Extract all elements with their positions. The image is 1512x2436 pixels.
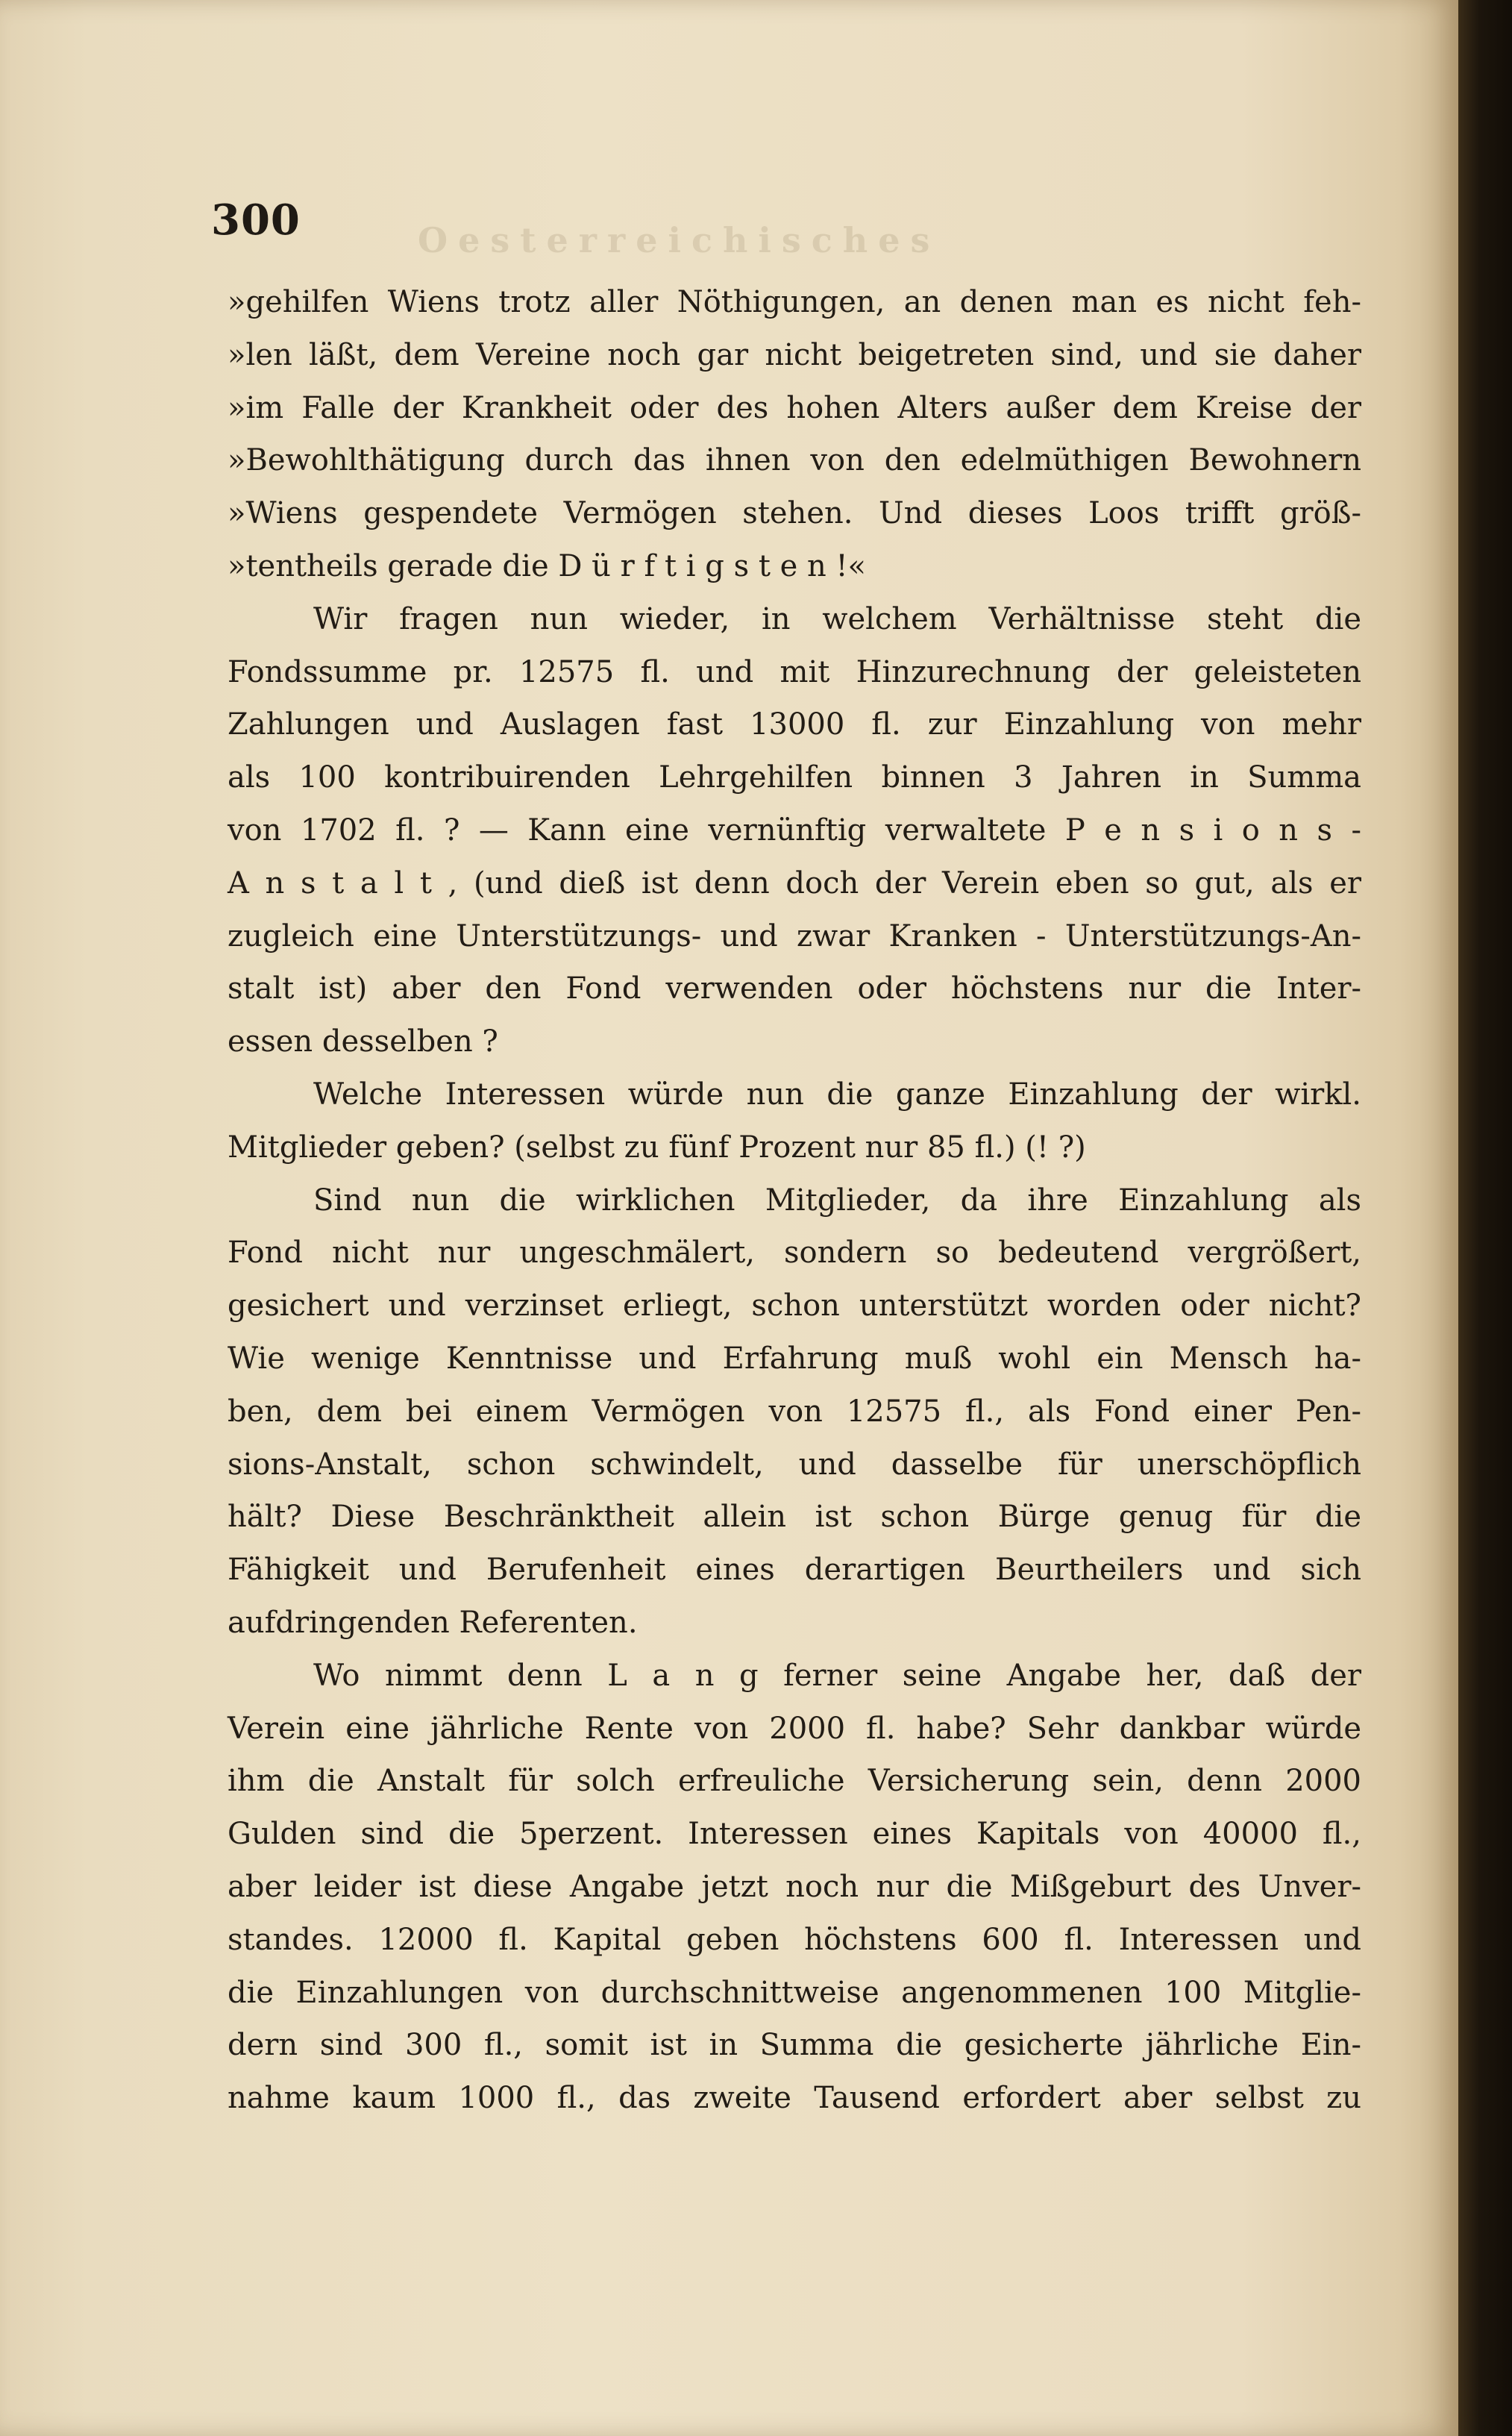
text-line: sions-Anstalt, schon schwindelt, und dasselbe für unerschöpflich [228,1447,1361,1482]
page-edge-shadow [1458,0,1512,2436]
text-line: nahme kaum 1000 fl., das zweite Tausend erfordert aber selbst zu [228,2081,1361,2116]
text-line: »im Falle der Krankheit oder des hohen Alters außer dem Kreise der [228,390,1361,425]
text-line: zugleich eine Unterstützungs- und zwar Kranken - Unterstützungs-An- [228,918,1361,954]
text-line: ihm die Anstalt für solch erfreuliche Versicherung sein, denn 2000 [228,1764,1361,1799]
text-line: »Bewohlthätigung durch das ihnen von den edelmüthigen Bewohnern [228,443,1361,478]
text-line: »gehilfen Wiens trotz aller Nöthigungen, an denen man es nicht feh- [228,285,1361,319]
text-line: von 1702 fl. ? — Kann eine vernünftig verwaltete P e n s i o n s - [228,812,1361,848]
text-line: Fähigkeit und Berufenheit eines derartigen Beurtheilers und sich [228,1553,1361,1588]
text-line: Welche Interessen würde nun die ganze Einzahlung der wirkl. [313,1077,1361,1112]
text-line: Verein eine jährliche Rente von 2000 fl. habe? Sehr dankbar würde [228,1711,1361,1746]
text-line: »len läßt, dem Vereine noch gar nicht beigetreten sind, und sie daher [228,337,1361,372]
text-line: essen desselben ? [228,1024,498,1059]
text-line: hält? Diese Beschränktheit allein ist schon Bürge genug für die [228,1500,1361,1535]
body-text [228,276,1361,2125]
text-line: standes. 12000 fl. Kapital geben höchstens 600 fl. Interessen und [228,1922,1361,1957]
text-line: als 100 kontribuirenden Lehrgehilfen binnen 3 Jahren in Summa [228,760,1361,795]
text-line: Wo nimmt denn L a n g ferner seine Angabe her, daß der [313,1658,1361,1693]
text-line: Zahlungen und Auslagen fast 13000 fl. zur Einzahlung von mehr [228,707,1361,742]
text-line: ben, dem bei einem Vermögen von 12575 fl., als Fond einer Pen- [228,1394,1361,1429]
text-line: Fond nicht nur ungeschmälert, sondern so bedeutend vergrößert, [228,1236,1361,1271]
text-line: gesichert und verzinset erliegt, schon unterstützt worden oder nicht? [228,1289,1361,1324]
text-line: Gulden sind die 5perzent. Interessen eines Kapitals von 40000 fl., [228,1817,1361,1852]
running-head-bleed-through: Oesterreichisches [418,220,941,260]
text-line: Fondssumme pr. 12575 fl. und mit Hinzurechnung der geleisteten [228,654,1361,689]
text-line: Wir fragen nun wieder, in welchem Verhältnisse steht die [313,601,1361,636]
text-line: Sind nun die wirklichen Mitglieder, da ihre Einzahlung als [313,1183,1361,1218]
page-number: 300 [211,195,301,245]
text-line: dern sind 300 fl., somit ist in Summa die gesicherte jährliche Ein- [228,2028,1361,2063]
text-line: »tentheils gerade die D ü r f t i g s t e n !« [228,548,867,583]
text-line: A n s t a l t , (und dieß ist denn doch der Verein eben so gut, als er [228,865,1361,901]
text-line: Wie wenige Kenntnisse und Erfahrung muß wohl ein Mensch ha- [228,1341,1361,1376]
text-line: Mitglieder geben? (selbst zu fünf Prozent nur 85 fl.) (! ?) [228,1130,1086,1165]
text-line: aber leider ist diese Angabe jetzt noch nur die Mißgeburt des Unver- [228,1869,1361,1904]
text-line: »Wiens gespendete Vermögen stehen. Und dieses Loos trifft größ- [228,496,1361,531]
text-line: die Einzahlungen von durchschnittweise angenommenen 100 Mitglie- [228,1975,1361,2010]
text-line: aufdringenden Referenten. [228,1605,638,1640]
text-line: stalt ist) aber den Fond verwenden oder höchstens nur die Inter- [228,971,1361,1006]
